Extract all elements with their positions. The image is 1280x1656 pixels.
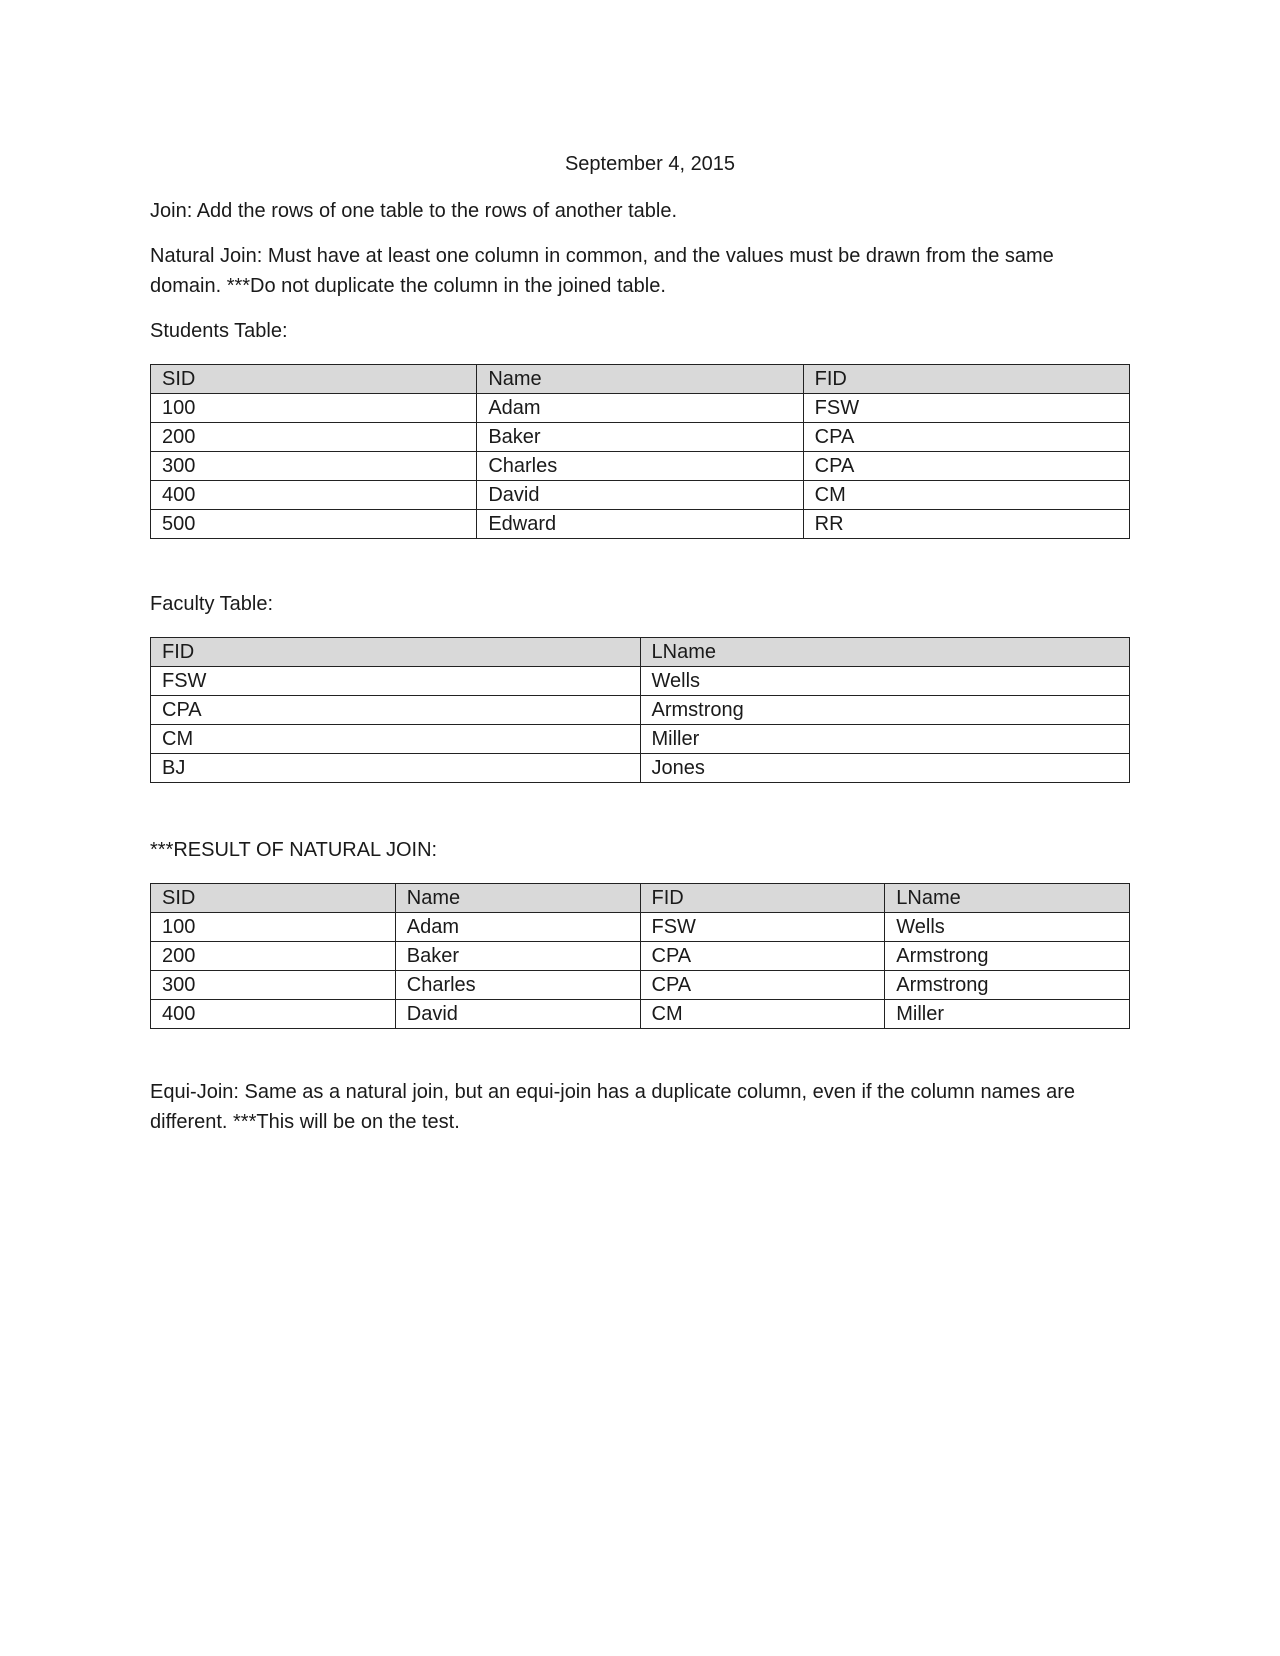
- table-row: [151, 696, 1130, 725]
- table-cell: CM: [151, 725, 641, 754]
- table-cell: CM: [803, 481, 1129, 510]
- table-cell: 100: [151, 394, 477, 423]
- table-row: [151, 725, 1130, 754]
- equi-join-definition-line1: Equi-Join: Same as a natural join, but an equi-join has a duplicate column, even if the column names are: [150, 1081, 1075, 1103]
- table-cell: CPA: [803, 452, 1129, 481]
- natural-join-definition-line2: domain. ***Do not duplicate the column in the joined table.: [150, 275, 666, 297]
- result-header-lname: LName: [885, 884, 1130, 913]
- students-table-label: Students Table:: [150, 320, 288, 342]
- table-cell: 100: [151, 913, 396, 942]
- students-header-sid: SID: [151, 365, 477, 394]
- table-row: [151, 1000, 1130, 1029]
- result-header-row: [151, 884, 1130, 913]
- table-row: [151, 452, 1130, 481]
- table-cell: FSW: [640, 913, 885, 942]
- equi-join-definition-line2: different. ***This will be on the test.: [150, 1111, 460, 1133]
- table-cell: RR: [803, 510, 1129, 539]
- table-cell: 300: [151, 971, 396, 1000]
- table-row: [151, 510, 1130, 539]
- table-cell: Adam: [395, 913, 640, 942]
- table-cell: CPA: [640, 971, 885, 1000]
- table-cell: Edward: [477, 510, 803, 539]
- spacer: [150, 1029, 1130, 1077]
- table-cell: David: [477, 481, 803, 510]
- faculty-header-lname: LName: [640, 638, 1130, 667]
- table-cell: FSW: [803, 394, 1129, 423]
- table-row: [151, 423, 1130, 452]
- result-table: [150, 883, 1130, 1029]
- table-row: [151, 394, 1130, 423]
- table-row: [151, 913, 1130, 942]
- equi-join-definition: [150, 1077, 1130, 1137]
- table-cell: Baker: [477, 423, 803, 452]
- natural-join-definition-line1: Natural Join: Must have at least one column in common, and the values must be drawn from the same: [150, 245, 1054, 267]
- faculty-table: [150, 637, 1130, 783]
- table-cell: CM: [640, 1000, 885, 1029]
- spacer: [150, 539, 1130, 589]
- table-cell: BJ: [151, 754, 641, 783]
- join-definition: Join: Add the rows of one table to the rows of another table.: [150, 200, 678, 222]
- faculty-header-fid: FID: [151, 638, 641, 667]
- table-cell: Miller: [885, 1000, 1130, 1029]
- faculty-table-label: Faculty Table:: [150, 593, 274, 615]
- table-cell: Jones: [640, 754, 1130, 783]
- result-header-fid: FID: [640, 884, 885, 913]
- table-cell: 400: [151, 481, 477, 510]
- table-row: [151, 481, 1130, 510]
- table-row: [151, 754, 1130, 783]
- table-cell: Wells: [885, 913, 1130, 942]
- table-row: [151, 667, 1130, 696]
- table-cell: CPA: [640, 942, 885, 971]
- students-table: [150, 364, 1130, 539]
- table-cell: Adam: [477, 394, 803, 423]
- table-cell: FSW: [151, 667, 641, 696]
- students-header-name: Name: [477, 365, 803, 394]
- document-date: September 4, 2015: [564, 153, 736, 175]
- table-cell: 300: [151, 452, 477, 481]
- result-header-sid: SID: [151, 884, 396, 913]
- table-cell: Charles: [395, 971, 640, 1000]
- table-cell: 400: [151, 1000, 396, 1029]
- table-cell: Charles: [477, 452, 803, 481]
- table-cell: Armstrong: [885, 942, 1130, 971]
- table-cell: Miller: [640, 725, 1130, 754]
- table-cell: Armstrong: [885, 971, 1130, 1000]
- students-header-fid: FID: [803, 365, 1129, 394]
- table-cell: CPA: [803, 423, 1129, 452]
- table-cell: Wells: [640, 667, 1130, 696]
- spacer: [150, 783, 1130, 835]
- faculty-header-row: [151, 638, 1130, 667]
- table-cell: 200: [151, 942, 396, 971]
- table-cell: CPA: [151, 696, 641, 725]
- table-cell: Armstrong: [640, 696, 1130, 725]
- result-table-label: ***RESULT OF NATURAL JOIN:: [150, 839, 438, 861]
- students-header-row: [151, 365, 1130, 394]
- table-cell: 500: [151, 510, 477, 539]
- document-page: [150, 150, 1130, 1152]
- table-cell: Baker: [395, 942, 640, 971]
- table-row: [151, 971, 1130, 1000]
- table-cell: 200: [151, 423, 477, 452]
- table-cell: David: [395, 1000, 640, 1029]
- natural-join-definition: [150, 241, 1130, 301]
- table-row: [151, 942, 1130, 971]
- result-header-name: Name: [395, 884, 640, 913]
